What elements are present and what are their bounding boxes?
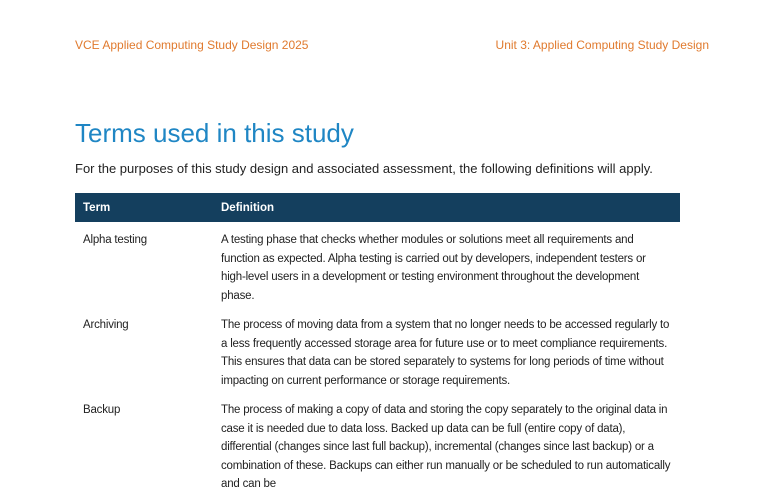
table-header (75, 193, 680, 222)
table-row (75, 316, 680, 390)
column-header-definition: Definition (221, 201, 275, 214)
intro-text: For the purposes of this study design and associated assessment, the following definitions will apply. (75, 161, 653, 176)
term-cell: Alpha testing (83, 234, 147, 246)
table-row (75, 401, 680, 494)
term-cell: Backup (83, 404, 121, 416)
definition-cell: A testing phase that checks whether modules or solutions meet all requirements and function as expected. Alpha testing is carried out by developers, independent testers or high-level users in a development or testing environment throughout the development phase. (221, 234, 646, 302)
page-title: Terms used in this study (75, 118, 354, 148)
header-left: VCE Applied Computing Study Design 2025 (75, 38, 309, 52)
definition-cell: The process of making a copy of data and storing the copy separately to the original data in case it is needed due to data loss. Backed up data can be full (entire copy of data), differential (changes since last full backup), incremental (changes since last backup) or a combination of these. Backups can either run manually or be scheduled to run automatically and can be (221, 404, 671, 490)
term-cell: Archiving (83, 319, 129, 331)
definitions-table (75, 193, 680, 494)
header-right: Unit 3: Applied Computing Study Design (495, 38, 709, 52)
definition-cell: The process of moving data from a system that no longer needs to be accessed regularly to a less frequently accessed storage area for future use or to meet compliance requirements. This ensures that data can be stored separately to systems for long periods of time without impacting on current performance or storage requirements. (221, 319, 670, 387)
column-header-term: Term (83, 201, 111, 214)
table-row (75, 231, 680, 305)
